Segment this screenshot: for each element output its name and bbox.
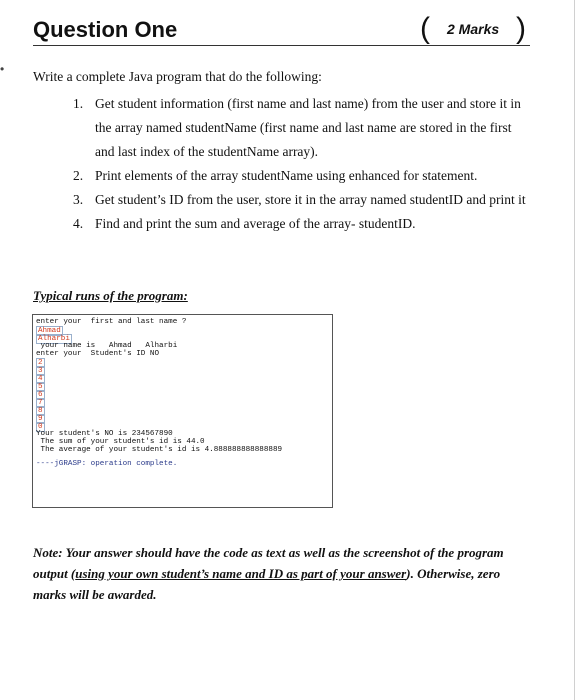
intro-text: Write a complete Java program that do the following:	[33, 69, 322, 84]
console-prompt-id: enter your Student's ID NO	[36, 350, 160, 358]
marks-badge	[420, 12, 530, 46]
task-item	[73, 92, 533, 164]
console-input-first: Ahmad	[38, 327, 61, 335]
program-output-console	[32, 314, 333, 508]
typical-runs-heading: Typical runs of the program:	[33, 288, 188, 303]
task-text: Get student’s ID from the user, store it in the array named studentID and print it	[95, 192, 526, 207]
task-list	[73, 92, 533, 236]
console-sum-line: The sum of your student's id is 44.0	[36, 438, 205, 446]
console-id-digit: 2	[38, 359, 43, 367]
console-id-line: Your student's NO is 234567890	[36, 430, 173, 438]
marks-bracket-left: (	[420, 12, 430, 45]
marks-bracket-right: )	[516, 12, 526, 45]
task-item	[73, 212, 533, 236]
task-text: Print elements of the array studentName using enhanced for statement.	[95, 168, 478, 183]
console-id-digit: 4	[38, 375, 43, 383]
console-id-digit: 5	[38, 383, 43, 391]
console-jgrasp-line: ----jGRASP: operation complete.	[36, 460, 178, 468]
console-id-digit: 7	[38, 399, 43, 407]
console-id-digit: 0	[38, 423, 43, 431]
page-edge-rule	[574, 0, 575, 700]
task-item	[73, 188, 533, 212]
note-paragraph	[33, 542, 518, 605]
margin-bullet: •	[0, 62, 5, 76]
console-id-digit: 6	[38, 391, 43, 399]
question-title: Question One	[33, 17, 178, 42]
console-avg-line: The average of your student's id is 4.888888888888889	[36, 446, 283, 454]
task-item	[73, 164, 533, 188]
marks-label: 2 Marks	[447, 21, 500, 37]
console-id-digit: 9	[38, 415, 43, 423]
task-number: 1.	[73, 96, 84, 111]
title-divider	[33, 45, 530, 46]
console-name-line: your name is Ahmad Alharbi	[36, 342, 178, 350]
console-input-last: Alharbi	[38, 335, 70, 343]
note-underlined-text: using your own student’s name and ID as part of your answer	[75, 566, 407, 581]
console-prompt-name: enter your first and last name ?	[36, 318, 187, 326]
task-number: 2.	[73, 168, 84, 183]
console-id-digit: 8	[38, 407, 43, 415]
note-text-end: ). Otherwise, zero marks will be awarded.	[33, 566, 501, 602]
note-text-start: Note: Your answer should have the code as text as well as the screenshot of the program output (	[33, 545, 504, 581]
task-text: Find and print the sum and average of the array- studentID.	[95, 216, 416, 231]
task-text: Get student information (first name and last name) from the user and store it in the array named studentName (first name and last name are stored in the first and last index of the studentName array).	[95, 96, 521, 159]
console-id-digit: 3	[38, 367, 43, 375]
task-number: 3.	[73, 192, 84, 207]
task-number: 4.	[73, 216, 84, 231]
